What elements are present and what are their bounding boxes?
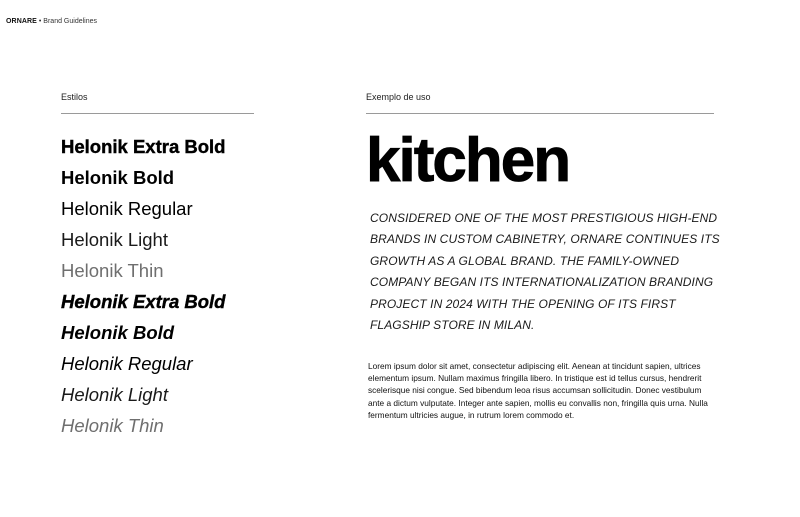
font-styles-list <box>61 133 225 443</box>
style-light: Helonik Light <box>61 229 168 250</box>
header-separator: • <box>38 18 42 25</box>
style-extra-bold-italic: Helonik Extra Bold <box>61 291 226 312</box>
style-thin-italic: Helonik Thin <box>61 415 164 436</box>
style-bold-italic: Helonik Bold <box>61 322 175 343</box>
style-bold: Helonik Bold <box>61 167 175 188</box>
style-thin: Helonik Thin <box>61 260 164 281</box>
header-subtitle: Brand Guidelines <box>43 18 97 25</box>
style-regular-italic: Helonik Regular <box>61 353 193 374</box>
styles-section-label: Estilos <box>61 92 88 102</box>
styles-section-divider <box>61 113 254 114</box>
style-regular: Helonik Regular <box>61 198 193 219</box>
usage-section-divider <box>366 113 714 114</box>
brand-name: ORNARE <box>6 18 37 25</box>
usage-headline: kitchen <box>366 126 570 195</box>
style-light-italic: Helonik Light <box>61 384 168 405</box>
usage-section-label: Exemplo de uso <box>366 92 431 102</box>
usage-body-paragraph: Lorem ipsum dolor sit amet, consectetur adipiscing elit. Aenean at tincidunt sapien, ultrices elementum ipsum. Nullam maximus fringilla libero. In tristique est id tellus cursus, hendrerit scelerisque nisi congue. Sed bibendum leoa risus accumsan sollicitudin. Donec vestibulum ante a dictum vulputate. Integer ante sapien, mollis eu convallis non, fringilla quis urna. Nulla fermentum ultricies augue, in rutrum lorem commodo et. <box>368 361 708 420</box>
page-header <box>6 17 97 26</box>
style-extra-bold: Helonik Extra Bold <box>61 136 226 157</box>
usage-italic-paragraph: CONSIDERED ONE OF THE MOST PRESTIGIOUS HIGH-END BRANDS IN CUSTOM CABINETRY, ORNARE CONTINUES ITS GROWTH AS A GLOBAL BRAND. THE FAMILY-OWNED COMPANY BEGAN ITS INTERNATIONALIZATION BRANDING PROJECT IN 2024 WITH THE OPENING OF ITS FIRST FLAGSHIP STORE IN MILAN. <box>370 211 720 333</box>
